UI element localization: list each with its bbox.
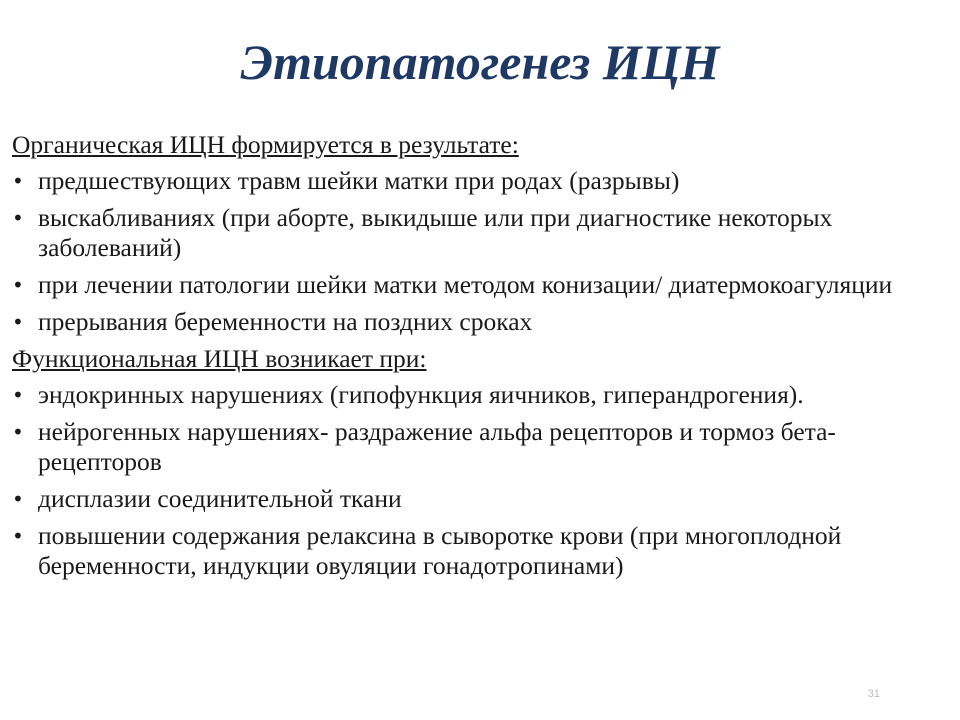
- bullet-icon: •: [12, 524, 24, 548]
- bullet-icon: •: [12, 420, 24, 444]
- bullet-icon: •: [12, 206, 24, 230]
- bullet-icon: •: [12, 383, 24, 407]
- slide-content: [12, 130, 947, 588]
- bullet-list-organic: [12, 166, 947, 337]
- slide-title: Этиопатогенез ИЦН: [240, 34, 720, 90]
- bullet-item: [12, 521, 947, 581]
- bullet-text: нейрогенных нарушениях- раздражение альфа рецепторов и тормоз бета-рецепторов: [38, 417, 836, 476]
- section-organic: [12, 130, 947, 337]
- bullet-text: предшествующих травм шейки матки при родах (разрывы): [38, 166, 680, 195]
- slide-number: 31: [867, 688, 880, 700]
- bullet-icon: •: [12, 273, 24, 297]
- bullet-item: [12, 203, 947, 263]
- bullet-icon: •: [12, 169, 24, 193]
- bullet-text: эндокринных нарушениях (гипофункция яичников, гиперандрогения).: [38, 380, 804, 409]
- bullet-item: [12, 417, 947, 477]
- bullet-item: [12, 484, 947, 514]
- bullet-item: [12, 307, 947, 337]
- bullet-text: при лечении патологии шейки матки методом конизации/ диатермокоагуляции: [38, 270, 893, 299]
- bullet-item: [12, 270, 947, 300]
- bullet-text: прерывания беременности на поздних сроках: [38, 307, 533, 336]
- bullet-list-functional: [12, 380, 947, 581]
- bullet-item: [12, 380, 947, 410]
- bullet-text: выскабливаниях (при аборте, выкидыше или при диагностике некоторых заболеваний): [38, 203, 833, 262]
- section-functional: [12, 344, 947, 581]
- section-heading-organic: Органическая ИЦН формируется в результате:: [12, 130, 519, 159]
- bullet-icon: •: [12, 487, 24, 511]
- bullet-text: дисплазии соединительной ткани: [38, 484, 402, 513]
- bullet-text: повышении содержания релаксина в сыворотке крови (при многоплодной беременности, индукции овуляции гонадотропинами): [38, 521, 842, 580]
- bullet-icon: •: [12, 310, 24, 334]
- bullet-item: [12, 166, 947, 196]
- section-heading-functional: Функциональная ИЦН возникает при:: [12, 344, 427, 373]
